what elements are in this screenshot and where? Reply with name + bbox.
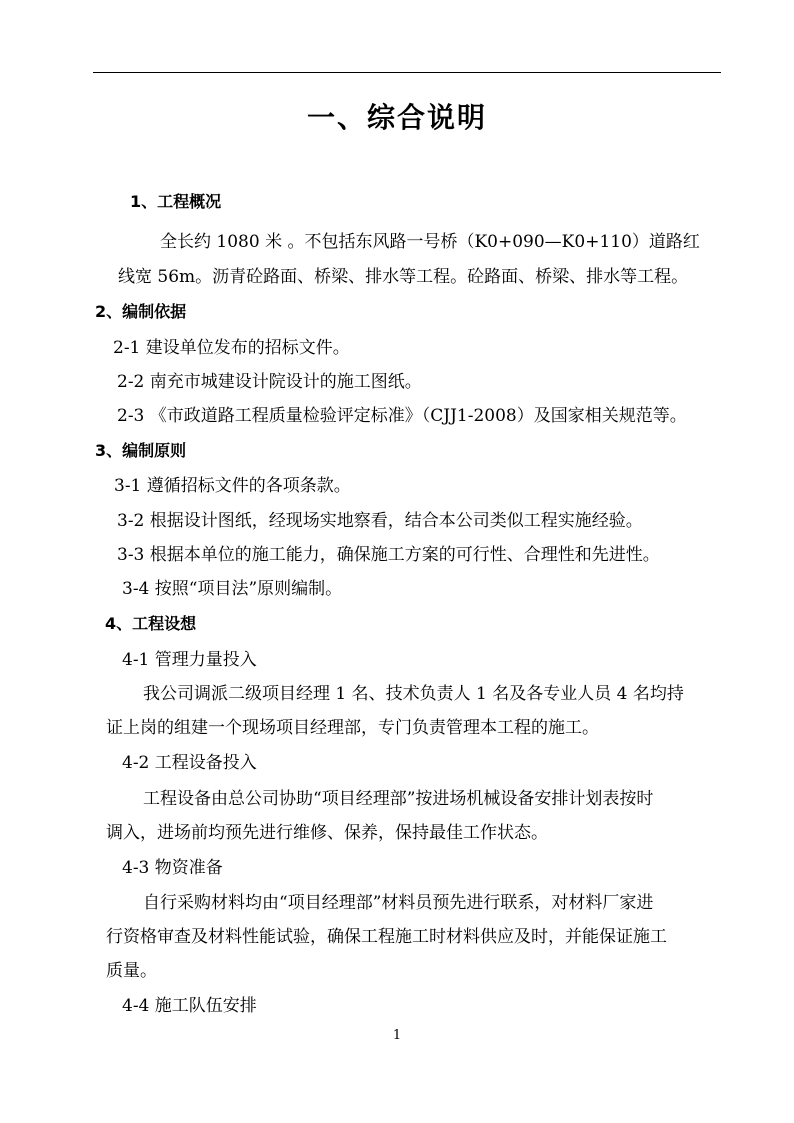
section-4-heading: 4、工程设想 <box>105 614 197 633</box>
section-1-para-line-2: 线宽 56m。沥青砼路面、桥梁、排水等工程。砼路面、桥梁、排水等工程。 <box>118 267 689 287</box>
document-title: 一、综合说明 <box>306 101 487 134</box>
section-4-1-para-line-2: 证上岗的组建一个现场项目经理部，专门负责管理本工程的施工。 <box>106 718 599 738</box>
section-4-2-para-line-1: 工程设备由总公司协助“项目经理部”按进场机械设备安排计划表按时 <box>143 789 654 809</box>
section-1-para-line-1: 全长约 1080 米 。不包括东风路一号桥（K0+090—K0+110）道路红 <box>160 232 700 252</box>
section-4-2-heading: 4-2 工程设备投入 <box>122 753 257 773</box>
section-3-item-2: 3-2 根据设计图纸，经现场实地察看，结合本公司类似工程实施经验。 <box>117 511 643 531</box>
header-rule <box>93 72 721 73</box>
section-4-3-para-line-1: 自行采购材料均由“项目经理部”材料员预先进行联系，对材料厂家进 <box>143 893 654 913</box>
section-4-4-heading: 4-4 施工队伍安排 <box>122 996 257 1016</box>
section-3-item-1: 3-1 遵循招标文件的各项条款。 <box>114 476 351 496</box>
section-1-heading: 1、工程概况 <box>130 192 222 211</box>
page-number: 1 <box>392 1028 402 1043</box>
section-4-1-heading: 4-1 管理力量投入 <box>122 650 257 670</box>
section-2-item-1: 2-1 建设单位发布的招标文件。 <box>113 338 350 358</box>
section-3-item-4: 3-4 按照“项目法”原则编制。 <box>122 579 343 599</box>
section-2-item-3: 2-3 《市政道路工程质量检验评定标准》（CJJ1-2008）及国家相关规范等。 <box>117 406 687 426</box>
section-4-2-para-line-2: 调入，进场前均预先进行维修、保养，保持最佳工作状态。 <box>106 823 548 843</box>
section-2-item-2: 2-2 南充市城建设计院设计的施工图纸。 <box>117 372 422 392</box>
section-2-heading: 2、编制依据 <box>95 302 187 321</box>
section-4-3-para-line-3: 质量。 <box>106 961 157 981</box>
section-4-3-para-line-2: 行资格审查及材料性能试验，确保工程施工时材料供应及时，并能保证施工 <box>106 927 667 947</box>
section-3-heading: 3、编制原则 <box>95 441 187 460</box>
section-4-1-para-line-1: 我公司调派二级项目经理 1 名、技术负责人 1 名及各专业人员 4 名均持 <box>143 684 684 704</box>
section-4-3-heading: 4-3 物资准备 <box>122 858 223 878</box>
section-3-item-3: 3-3 根据本单位的施工能力，确保施工方案的可行性、合理性和先进性。 <box>117 545 660 565</box>
